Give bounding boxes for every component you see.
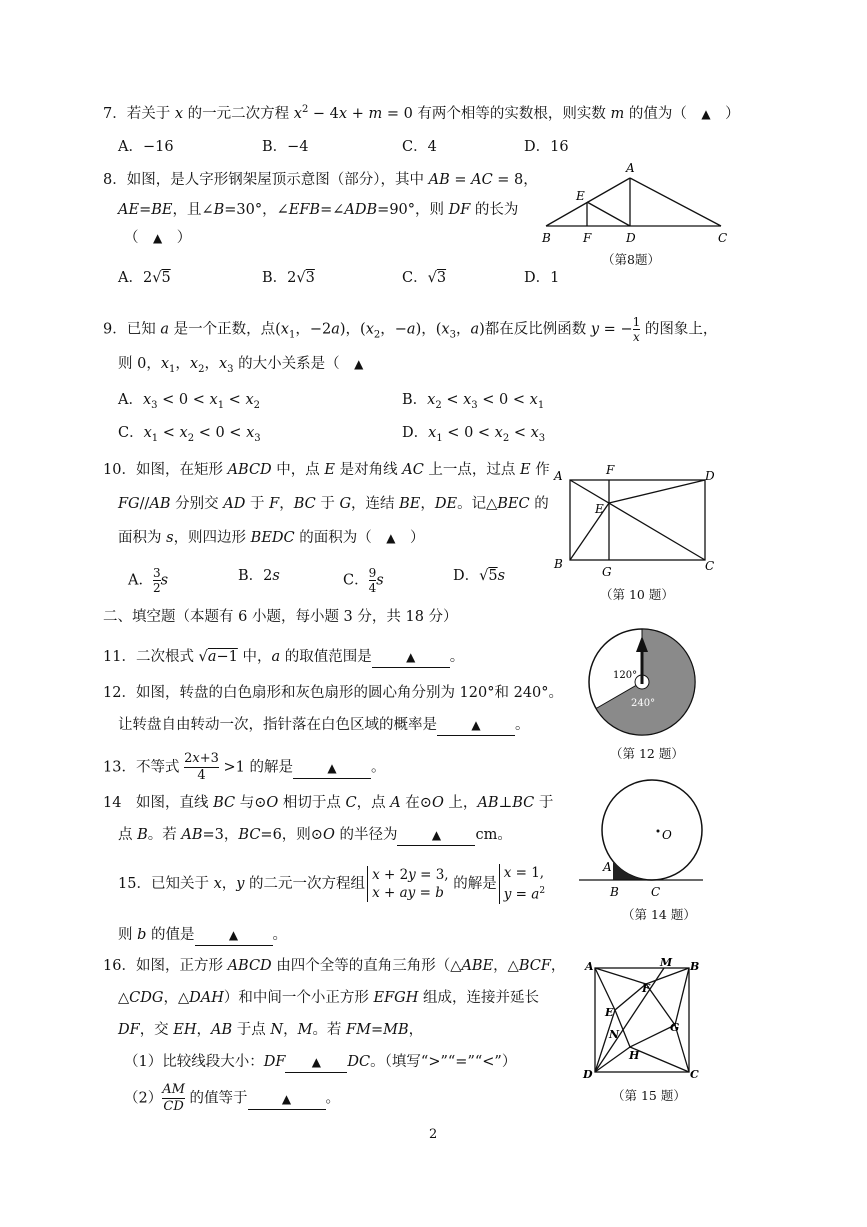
svg-text:E: E — [576, 189, 585, 203]
q7-option-b: B．−4 — [262, 139, 309, 155]
page-number: 2 — [429, 1127, 438, 1142]
q16-caption: （第 15 题） — [612, 1088, 686, 1103]
svg-text:F: F — [642, 982, 650, 995]
svg-text:A: A — [626, 161, 635, 175]
q8-line3: （ ▲ ） — [124, 230, 192, 246]
q7-stem: 7．若关于 x 的一元二次方程 $x^2 - 4x + m = 0$ 有两个相等的实数根，则实数 m 的值为（ ▲ ） — [103, 104, 740, 122]
q16-sub1: （1）比较线段大小：DF ▲ DC。（填写“>”“=”“<”） — [124, 1052, 516, 1073]
q9-option-d: D．$x_1 < 0 < x_2 < x_3$ — [402, 425, 546, 444]
q10-figure — [548, 462, 723, 580]
q14-line2: 点 B。若 AB=3，BC=6，则⊙O 的半径为 ▲ cm。 — [118, 825, 512, 846]
svg-text:N: N — [609, 1028, 620, 1041]
q15-line1: 15．已知关于 x，y 的二元一次方程组 x + 2y = 3, x + ay = b 的解是 x = 1, $y = a^2$ — [118, 865, 546, 903]
q10-option-b: B．2s — [238, 568, 280, 584]
svg-text:A: A — [554, 469, 563, 483]
q11-text: 11．二次根式 √a−1 中，a 的取值范围是 ▲ 。 — [103, 647, 464, 668]
q8-line2: AE=BE，且∠B=30°，∠EFB=∠ADB=90°，则 DF 的长为 — [118, 202, 519, 218]
q9-option-a: A．$x_3 < 0 < x_1 < x_2$ — [118, 392, 261, 411]
q9-option-c: C．$x_1 < x_2 < 0 < x_3$ — [118, 425, 261, 444]
svg-text:F: F — [583, 231, 592, 245]
q8-option-a: A．2√5 — [118, 270, 171, 286]
q10-option-a: A． $\frac{3}{2}$ s — [128, 566, 169, 595]
q8-option-d: D．1 — [524, 270, 560, 286]
q15-line2: 则 b 的值是 ▲ 。 — [118, 925, 287, 946]
section2-title: 二、填空题（本题有 6 小题，每小题 3 分，共 18 分） — [103, 609, 458, 625]
q10-line3: 面积为 s，则四边形 BEDC 的面积为（ ▲ ） — [118, 530, 425, 546]
svg-text:C: C — [718, 231, 728, 245]
q7-option-c: C．4 — [402, 139, 437, 155]
svg-text:E: E — [595, 502, 604, 516]
q8-caption: （第8题） — [602, 252, 660, 267]
q13-text: 13．不等式 $\frac{2x+3}{4}$ >1 的解是 ▲ 。 — [103, 751, 386, 783]
q8-option-b: B．2√3 — [262, 270, 315, 286]
svg-text:C: C — [651, 885, 661, 899]
q9-line1: 9．已知 a 是一个正数，点($x_1$，−2a)，($x_2$，−a)，($x_3$，a)都在反比例函数 y = − $\frac{1}{x}$ 的图象上， — [103, 315, 718, 344]
svg-text:B: B — [542, 231, 551, 245]
svg-text:B: B — [610, 885, 619, 899]
q8-figure — [538, 158, 738, 248]
q14-figure — [575, 775, 710, 900]
q14-line1: 14 如图，直线 BC 与⊙O 相切于点 C，点 A 在⊙O 上，AB⊥BC 于 — [103, 795, 554, 811]
q12-angle-white: 120° — [613, 670, 638, 681]
svg-text:G: G — [602, 565, 612, 579]
q10-option-d: D．√5s — [453, 568, 506, 584]
svg-text:H: H — [629, 1049, 640, 1062]
svg-text:E: E — [605, 1006, 614, 1019]
q8-line1: 8．如图，是人字形钢架屋顶示意图（部分），其中 AB = AC = 8， — [103, 172, 538, 188]
svg-text:C: C — [705, 559, 715, 573]
q9-line2: 则 0，$x_1$，$x_2$，$x_3$ 的大小关系是（ ▲ — [118, 356, 364, 375]
svg-text:F: F — [606, 463, 615, 477]
q16-figure — [575, 952, 705, 1084]
q12-line1: 12．如图，转盘的白色扇形和灰色扇形的圆心角分别为 120°和 240°。 — [103, 685, 564, 701]
q10-line1: 10．如图，在矩形 ABCD 中，点 E 是对角线 AC 上一点，过点 E 作 — [103, 462, 550, 478]
q16-line3: DF，交 EH，AB 于点 N，M。若 FM=MB， — [118, 1022, 424, 1038]
q10-option-c: C． $\frac{9}{4}$ s — [343, 566, 384, 595]
q8-option-c: C．√3 — [402, 270, 447, 286]
svg-text:B: B — [690, 960, 700, 973]
svg-text:A: A — [603, 860, 612, 874]
q16-line1: 16．如图，正方形 ABCD 由四个全等的直角三角形（△ABE，△BCF， — [103, 958, 566, 974]
q9-option-b: B．$x_2 < x_3 < 0 < x_1$ — [402, 392, 545, 411]
q16-line2: △CDG，△DAH）和中间一个小正方形 EFGH 组成，连接并延长 — [118, 990, 539, 1006]
svg-text:M: M — [660, 956, 673, 969]
svg-text:C: C — [690, 1068, 699, 1081]
svg-text:G: G — [670, 1021, 680, 1034]
q12-spinner-figure — [585, 622, 705, 740]
svg-text:D: D — [626, 231, 636, 245]
q14-caption: （第 14 题） — [622, 907, 696, 922]
q12-angle-gray: 240° — [631, 698, 656, 709]
svg-text:D: D — [583, 1068, 593, 1081]
svg-text:B: B — [554, 557, 563, 571]
q7-option-a: A．−16 — [118, 139, 174, 155]
svg-text:O: O — [662, 828, 672, 842]
svg-text:D: D — [705, 469, 715, 483]
svg-text:A: A — [585, 960, 594, 973]
q10-line2: FG//AB 分别交 AD 于 F，BC 于 G，连结 BE，DE。记△BEC 的 — [118, 496, 549, 512]
q12-caption: （第 12 题） — [610, 746, 684, 761]
q12-line2: 让转盘自由转动一次，指针落在白色区域的概率是 ▲ 。 — [118, 715, 530, 736]
q16-sub2: （2） $\frac{AM}{CD}$ 的值等于 ▲ 。 — [124, 1082, 341, 1114]
q7-option-d: D．16 — [524, 139, 569, 155]
q10-caption: （第 10 题） — [600, 587, 674, 602]
